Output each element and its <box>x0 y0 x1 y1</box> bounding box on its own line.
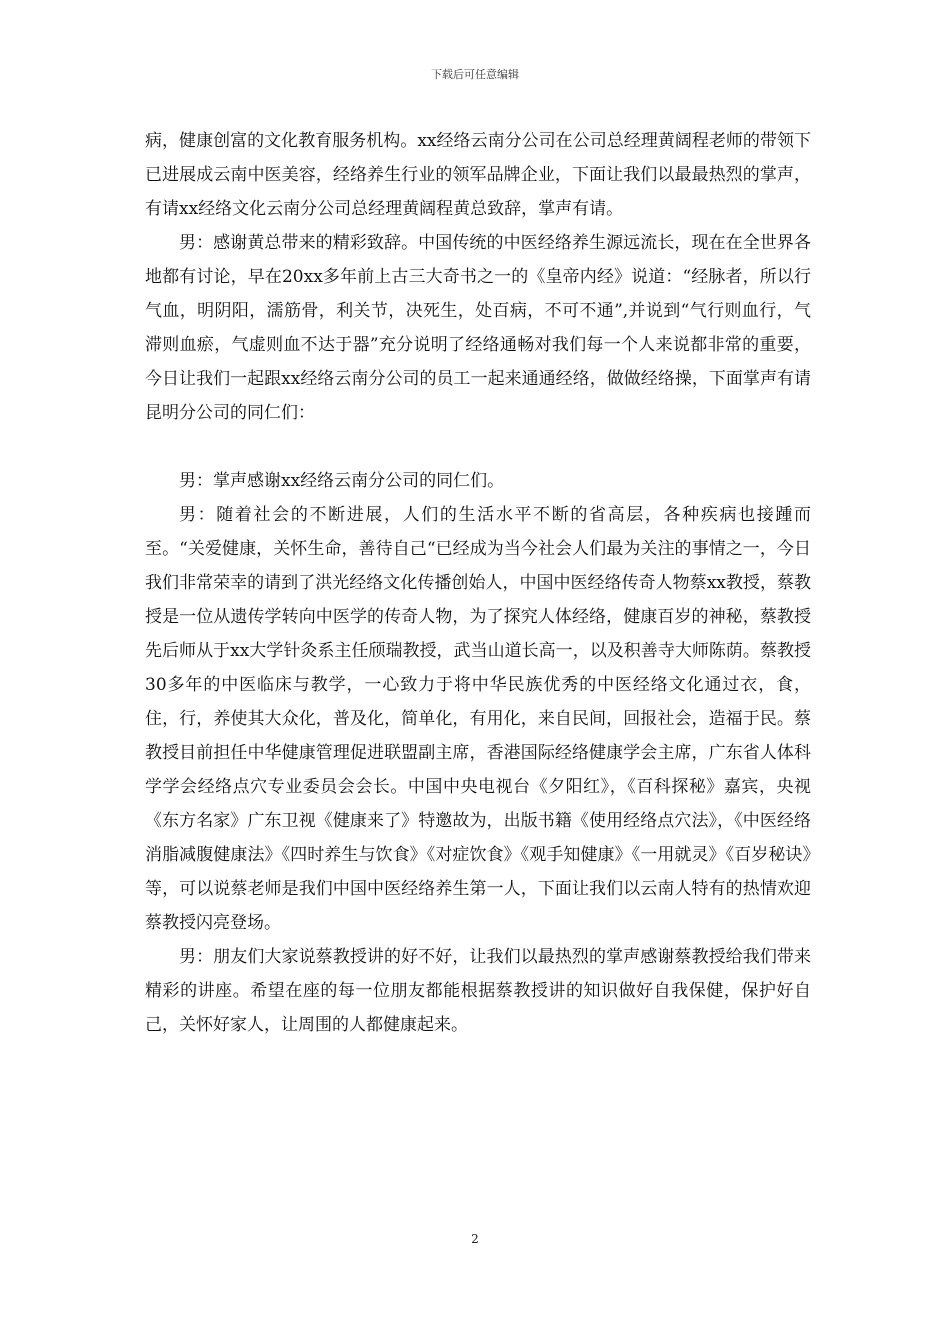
page-number: 2 <box>471 1232 479 1246</box>
paragraph: 男：随着社会的不断进展，人们的生活水平不断的省高层，各种疾病也接踵而至。“关爱健康，关怀生命，善待自己“已经成为当今社会人们最为关注的事情之一，今日我们非常荣幸的请到了洪光经络文化传播创始人，中国中医经络传奇人物蔡xx教授，蔡教授是一位从遗传学转向中医学的传奇人物，为了探究人体经络，健康百岁的神秘，蔡教授先后师从于xx大学针灸系主任颀瑞教授，武当山道长高一，以及积善寺大师陈荫。蔡教授30多年的中医临床与教学，一心致力于将中华民族优秀的中医经络文化通过衣，食，住，行，养使其大众化，普及化，简单化，有用化，来自民间，回报社会，造福于民。蔡教授目前担任中华健康管理促进联盟副主席，香港国际经络健康学会主席，广东省人体科学学会经络点穴专业委员会会长。中国中央电视台《夕阳红》，《百科探秘》嘉宾，央视《东方名家》广东卫视《健康来了》特邀故为，出版书籍《使用经络点穴法》，《中医经络消脂减腹健康法》《四时养生与饮食》《对症饮食》《观手知健康》《一用就灵》《百岁秘诀》等，可以说蔡老师是我们中国中医经络养生第一人，下面让我们以云南人特有的热情欢迎蔡教授闪亮登场。 <box>145 505 811 933</box>
paragraph: 男：掌声感谢xx经络云南分公司的同仁们。 <box>179 471 505 491</box>
paragraph: 男：感谢黄总带来的精彩致辞。中国传统的中医经络养生源远流长，现在在全世界各地都有讨论，早在20xx多年前上古三大奇书之一的《皇帝内经》说道：“经脉者，所以行气血，明阴阳，濡筋骨，利关节，决死生，处百病，不可不通”,并说到“气行则血行，气滞则血瘀，气虚则血不达于器”充分说明了经络通畅对我们每一个人来说都非常的重要，今日让我们一起跟xx经络云南分公司的员工一起来通通经络，做做经络操，下面掌声有请昆明分公司的同仁们： <box>145 233 811 423</box>
paragraph: 病，健康创富的文化教育服务机构。xx经络云南分公司在公司总经理黄阔程老师的带领下已进展成云南中医美容，经络养生行业的领军品牌企业，下面让我们以最最热烈的掌声，有请xx经络文化云南分公司总经理黄阔程黄总致辞，掌声有请。 <box>145 131 811 219</box>
paragraph: 男：朋友们大家说蔡教授讲的好不好，让我们以最热烈的掌声感谢蔡教授给我们带来精彩的讲座。希望在座的每一位朋友都能根据蔡教授讲的知识做好自我保健，保护好自己，关怀好家人，让周围的人都健康起来。 <box>145 947 811 1035</box>
document-body <box>145 124 811 1042</box>
page-header: 下载后可任意编辑 <box>431 68 519 81</box>
